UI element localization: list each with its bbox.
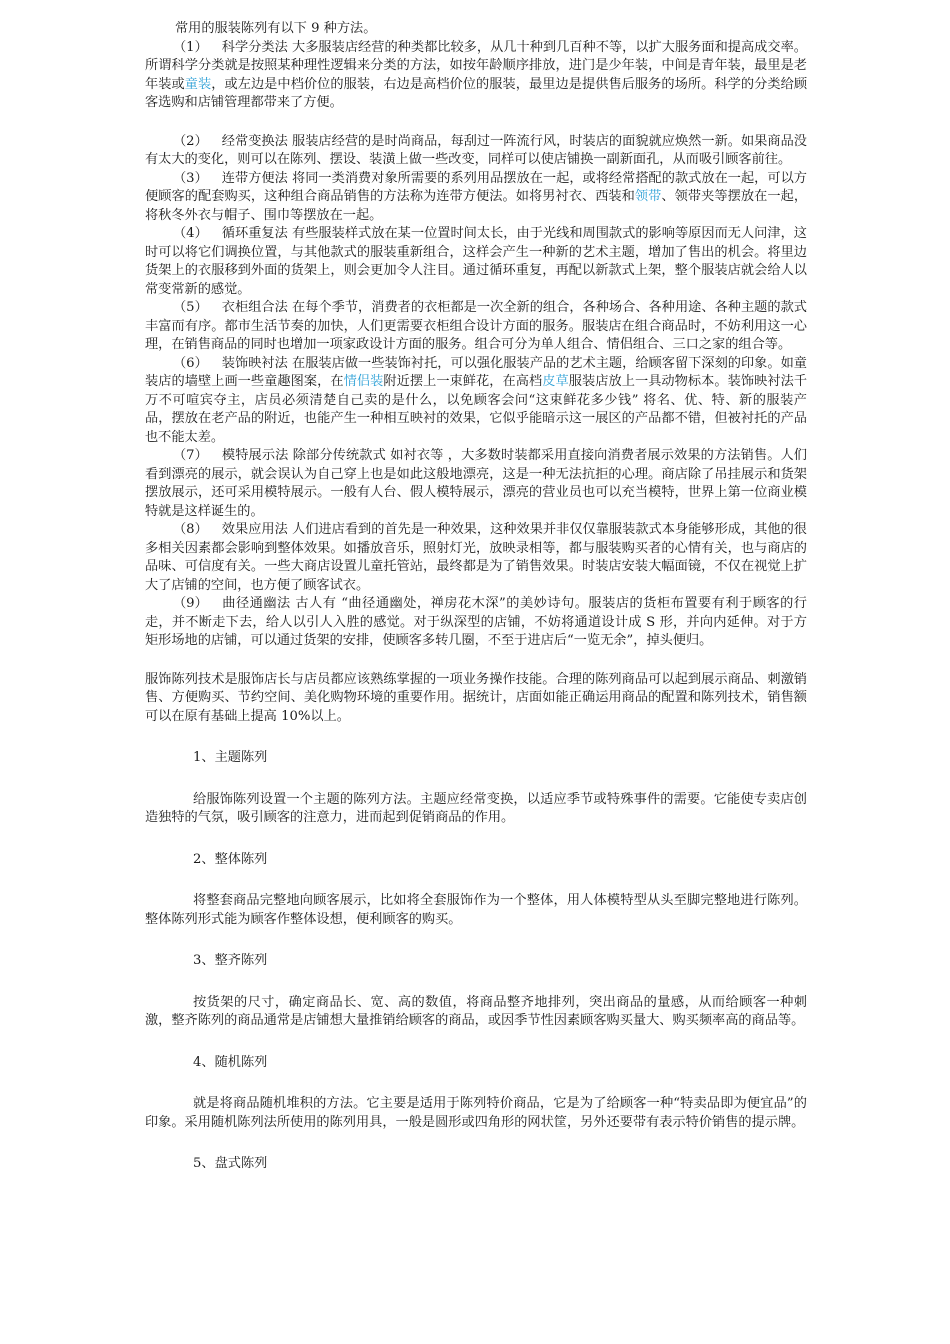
method-paragraph [145, 133, 807, 170]
section-body: 将整套商品完整地向顾客展示，比如将全套服饰作为一个整体，用人体模特型从头至脚完整地进行陈列。整体陈列形式能为顾客作整体设想，便利顾客的购买。 [145, 893, 807, 927]
keyword-link[interactable]: 皮草 [542, 374, 569, 389]
method-number: （6） [173, 355, 208, 371]
keyword-link[interactable]: 领带 [634, 189, 662, 204]
keyword-link[interactable]: 童装 [184, 76, 212, 92]
method-paragraph [145, 595, 807, 651]
method-number: （2） [173, 133, 208, 149]
summary-paragraph: 服饰陈列技术是服饰店长与店员都应该熟练掌握的一项业务操作技能。合理的陈列商品可以起到展示商品、刺激销售、方便购买、节约空间、美化购物环境的重要作用。据统计，店面如能正确运用商品的配置和陈列技术，销售额可以在原有基础上提高 10%以上。 [145, 671, 807, 724]
method-paragraph [145, 225, 807, 299]
section-body: 给服饰陈列设置一个主题的陈列方法。主题应经常变换，以适应季节或特殊事件的需要。它能使专卖店创造独特的气氛，吸引顾客的注意力，进而起到促销商品的作用。 [145, 791, 807, 825]
method-text: 、领带夹等摆放在一起，将秋冬外衣与帽子、围巾等摆放在一起。 [145, 189, 808, 223]
method-number: （5） [173, 300, 208, 315]
method-text: 科学分类法 大多服装店经营的种类都比较多，从几十种到几百种不等，以扩大服务面和提高成交率。所谓科学分类就是按照某种理性逻辑来分类的方法，如按年龄顺序排放，进门是少年装，中间是青年装，最里是老年装或 [145, 39, 807, 92]
method-paragraph [145, 39, 807, 113]
method-text: 服装店放上一具动物标本。装饰映衬法千万不可喧宾夺主，店员必须清楚自己卖的是什么，以免顾客会问“这束鲜花多少钱” 将名、优、特、新的服装产品，摆放在老产品的附近，也能产生一种相互映衬的效果，它似乎能暗示这一展区的产品都不错，但被衬托的产品也不能太差。 [145, 374, 808, 445]
method-number: （4） [173, 226, 208, 241]
section-heading: 2、整体陈列 [193, 851, 268, 867]
method-text: 模特展示法 除部分传统款式 如衬衣等 ，大多数时装都采用直接向消费者展示效果的方法销售。人们看到漂亮的展示，就会误认为自己穿上也是如此这般地漂亮，这是一种无法抗拒的心理。商店除了吊挂展示和货架摆放展示，还可采用模特展示。一般有人台、假人模特展示，漂亮的营业员也可以充当模特，世界上第一位商业模特就是这样诞生的。 [145, 448, 807, 519]
method-number: （9） [173, 596, 208, 611]
document-page [145, 20, 807, 1197]
section-heading: 3、整齐陈列 [193, 953, 268, 968]
method-list [145, 39, 807, 651]
method-text: 连带方便法 将同一类消费对象所需要的系列用品摆放在一起，或将经常搭配的款式放在一起，可以方便顾客的配套购买，这种组合商品销售的方法称为连带方便法。如将男衬衣、西装和 [145, 170, 807, 204]
method-number: （8） [173, 522, 208, 537]
section-list [145, 749, 807, 1174]
section-body: 就是将商品随机堆积的方法。它主要是适用于陈列特价商品，它是为了给顾客一种“特卖品即为便宜品”的印象。采用随机陈列法所使用的陈列用具，一般是圆形或四角形的网状筐，另外还要带有表示特价销售的提示牌。 [145, 1096, 807, 1130]
intro-text: 常用的服装陈列有以下 9 种方法。 [175, 21, 377, 36]
method-paragraph [145, 447, 807, 521]
method-text: 曲径通幽法 古人有 “曲径通幽处，禅房花木深”的美妙诗句。服装店的货柜布置要有利于顾客的行走，并不断走下去，给人以引人入胜的感觉。对于纵深型的店铺，不妨将通道设计成 S 形，并向内延伸。对于方矩形场地的店铺，可以通过货架的安排，使顾客多转几圈，不至于进店后“一览无余”，掉头便归。 [145, 596, 807, 648]
method-text: 经常变换法 服装店经营的是时尚商品，每刮过一阵流行风，时装店的面貌就应焕然一新。如果商品没有太大的变化，则可以在陈列、摆设、装潢上做一些改变，同样可以使店铺换一副新面孔，从而吸引顾客前往。 [145, 133, 807, 167]
method-number: （7） [173, 448, 208, 463]
method-text: 衣柜组合法 在每个季节，消费者的衣柜都是一次全新的组合，各种场合、各种用途、各种主题的款式丰富而有序。都市生活节奏的加快，人们更需要衣柜组合设计方面的服务。服装店在组合商品时，不妨利用这一心理，在销售商品的同时也增加一项家政设计方面的服务。组合可分为单人组合、情侣组合、三口之家的组合等。 [145, 300, 807, 352]
method-text: 效果应用法 人们进店看到的首先是一种效果，这种效果并非仅仅靠服装款式本身能够形成，其他的很多相关因素都会影响到整体效果。如播放音乐，照射灯光，放映录相等，都与服装购买者的心情有关，也与商店的品味、可信度有关。一些大商店设置儿童托管站，最终都是为了销售效果。时装店安装大幅面镜，不仅在视觉上扩大了店铺的空间，也方便了顾客试衣。 [145, 522, 807, 593]
method-number: （1） [173, 39, 208, 55]
section-heading: 5、盘式陈列 [193, 1156, 268, 1171]
keyword-link[interactable]: 情侣装 [343, 374, 384, 389]
method-paragraph [145, 521, 807, 595]
section-heading: 1、主题陈列 [193, 750, 268, 765]
method-text: ，或左边是中档价位的服装，右边是高档价位的服装，最里边是提供售后服务的场所。科学的分类给顾客选购和店铺管理都带来了方便。 [145, 76, 808, 110]
method-text: 附近摆上一束鲜花，在高档 [383, 374, 543, 389]
section-body: 按货架的尺寸，确定商品长、宽、高的数值，将商品整齐地排列，突出商品的量感，从而给顾客一种刺激，整齐陈列的商品通常是店铺想大量推销给顾客的商品，或因季节性因素顾客购买量大、购买频率高的商品等。 [145, 994, 807, 1028]
method-paragraph [145, 299, 807, 355]
method-text: 循环重复法 有些服装样式放在某一位置时间太长，由于光线和周围款式的影响等原因而无人问津，这时可以将它们调换位置，与其他款式的服装重新组合，这样会产生一种新的艺术主题，增加了售出的机会。将里边货架上的衣服移到外面的货架上，则会更加令人注目。通过循环重复，再配以新款式上架，整个服装店就会给人以常变常新的感觉。 [145, 226, 807, 297]
method-text: 装饰映衬法 在服装店做一些装饰衬托，可以强化服装产品的艺术主题，给顾客留下深刻的印象。如童装店的墙壁上画一些童趣图案，在 [145, 355, 807, 389]
method-paragraph [145, 355, 807, 448]
method-number: （3） [173, 170, 208, 186]
section-heading: 4、随机陈列 [193, 1054, 268, 1070]
method-paragraph [145, 170, 807, 226]
